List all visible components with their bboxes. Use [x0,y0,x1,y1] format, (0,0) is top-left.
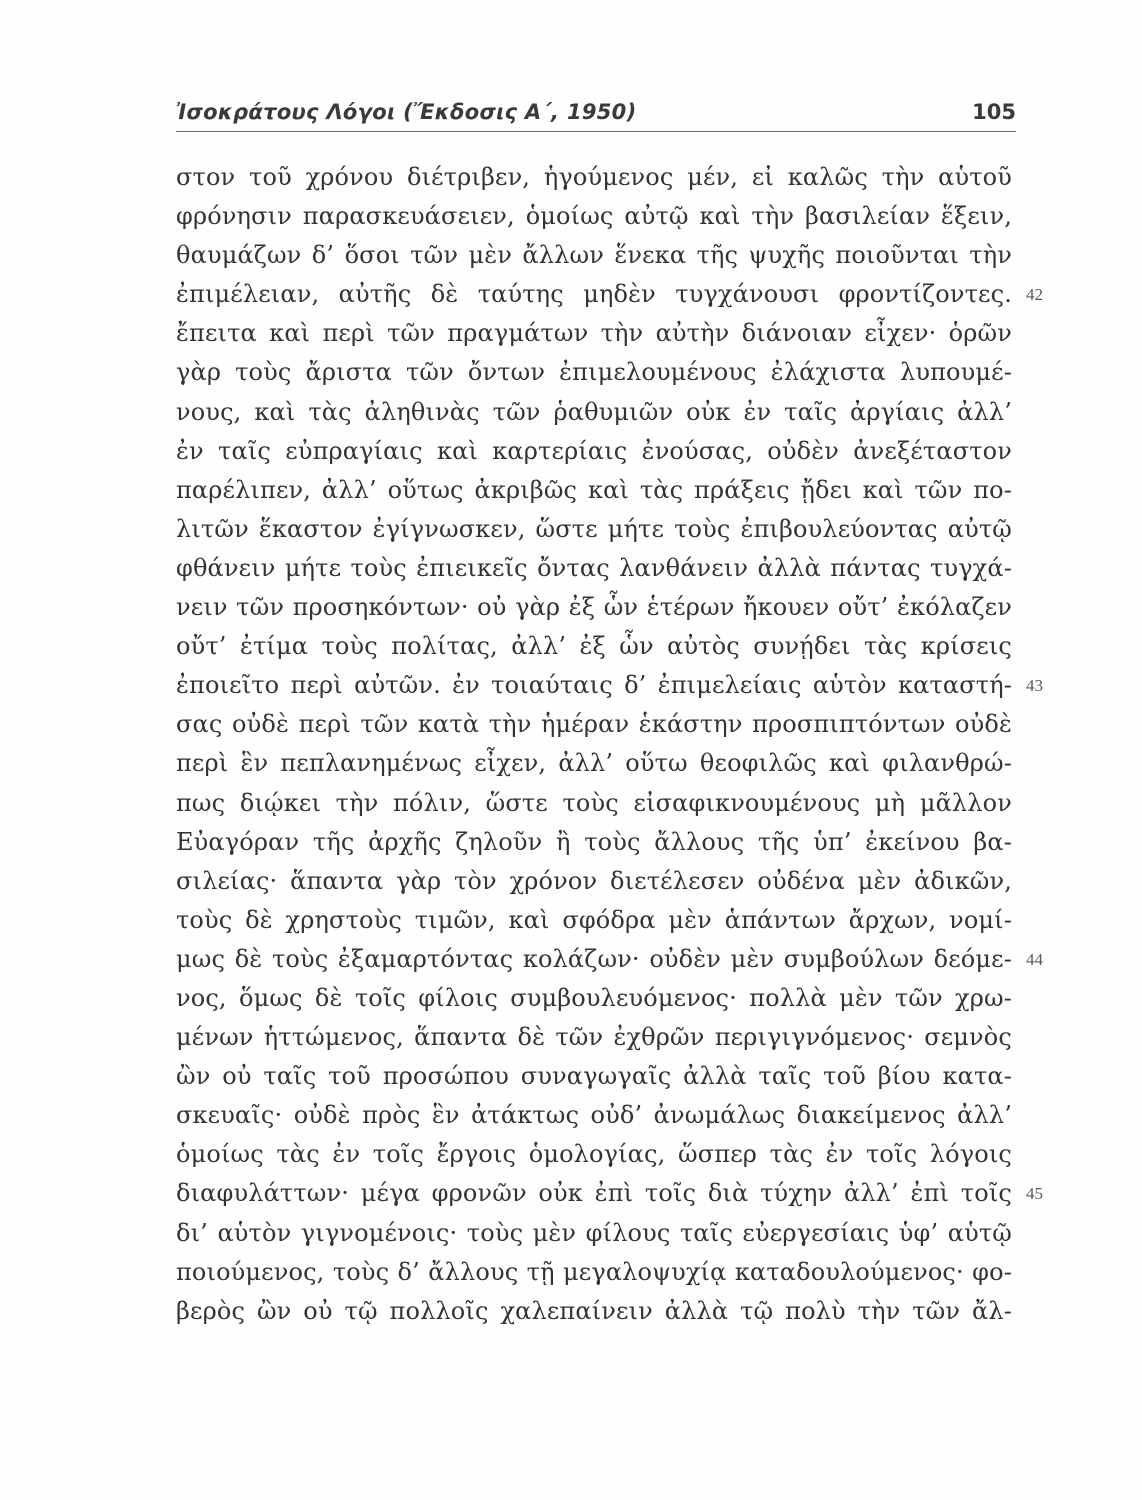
text-line [176,784,1016,823]
line-text: πως διῴκει τὴν πόλιν, ὥστε τοὺς εἰσαφικνουμένους μὴ μᾶλλον [176,788,1012,817]
line-text: παρέλιπεν, ἀλλ’ οὕτως ἀκριβῶς καὶ τὰς πράξεις ᾔδει καὶ τῶν πο- [176,475,1012,504]
line-text: θαυμάζων δ’ ὅσοι τῶν μὲν ἄλλων ἕνεκα τῆς ψυχῆς ποιοῦνται τὴν [176,241,1012,270]
text-line [176,549,1016,588]
line-text: νους, καὶ τὰς ἀληθινὰς τῶν ῥαθυμιῶν οὐκ ἐν ταῖς ἀργίαις ἀλλ’ [176,397,1012,426]
text-line [176,940,1043,979]
body-text [176,158,1043,1331]
text-line [176,471,1016,510]
text-line [176,275,1043,314]
line-text: στον τοῦ χρόνου διέτριβεν, ἡγούμενος μέν, εἰ καλῶς τὴν αὑτοῦ [176,163,1012,191]
text-line [176,666,1043,705]
line-text: δι’ αὑτὸν γιγνομένοις· τοὺς μὲν φίλους ταῖς εὐεργεσίαις ὑφ’ αὑτῷ [176,1218,1012,1247]
line-text: ποιούμενος, τοὺς δ’ ἄλλους τῇ μεγαλοψυχίᾳ καταδουλούμενος· φο- [176,1257,1012,1286]
text-line [176,1096,1016,1135]
text-line [176,823,1016,862]
line-text: ἔπειτα καὶ περὶ τῶν πραγμάτων τὴν αὐτὴν διάνοιαν εἶχεν· ὁρῶν [176,319,1012,348]
line-text: διαφυλάττων· μέγα φρονῶν οὐκ ἐπὶ τοῖς διὰ τύχην ἀλλ’ ἐπὶ τοῖς [176,1179,1012,1208]
line-text: τοὺς δὲ χρηστοὺς τιμῶν, καὶ σφόδρα μὲν ἁπάντων ἄρχων, νομί- [176,905,1012,934]
line-text: νειν τῶν προσηκόντων· οὐ γὰρ ἐξ ὧν ἑτέρων ἤκουεν οὔτ’ ἐκόλαζεν [176,593,1012,622]
line-text: φρόνησιν παρασκευάσειεν, ὁμοίως αὐτῷ καὶ τὴν βασιλείαν ἕξειν, [176,202,1012,231]
section-number: 42 [1026,285,1043,305]
line-text: μως δὲ τοὺς ἐξαμαρτόντας κολάζων· οὐδὲν μὲν συμβούλων δεόμε- [176,944,1012,973]
running-header [176,100,1016,130]
line-text: ἐν ταῖς εὐπραγίαις καὶ καρτερίαις ἐνούσας, οὐδὲν ἀνεξέταστον [176,436,1012,465]
line-text: φθάνειν μήτε τοὺς ἐπιεικεῖς ὄντας λανθάνειν ἀλλὰ πάντας τυγχά- [176,553,1012,582]
text-line [176,353,1016,392]
page-number: 105 [972,100,1016,124]
text-line [176,393,1016,432]
section-number: 44 [1026,949,1043,969]
text-line [176,1292,1016,1331]
text-line [176,314,1016,353]
text-line [176,1214,1016,1253]
section-number: 43 [1026,676,1043,696]
line-text: σας οὐδὲ περὶ τῶν κατὰ τὴν ἡμέραν ἑκάστην προσπιπτόντων οὐδὲ [176,710,1012,739]
line-text: σιλείας· ἅπαντα γὰρ τὸν χρόνον διετέλεσεν οὐδένα μὲν ἀδικῶν, [176,866,1012,895]
line-text: γὰρ τοὺς ἄριστα τῶν ὄντων ἐπιμελουμένους ἐλάχιστα λυπουμέ- [176,358,1012,387]
text-line [176,627,1016,666]
line-text: βερὸς ὢν οὐ τῷ πολλοῖς χαλεπαίνειν ἀλλὰ τῷ πολὺ τὴν τῶν ἄλ- [176,1296,1012,1325]
text-line [176,588,1016,627]
text-line [176,979,1016,1018]
text-line [176,744,1016,783]
line-text: οὔτ’ ἐτίμα τοὺς πολίτας, ἀλλ’ ἐξ ὧν αὐτὸς συνῄδει τὰς κρίσεις [176,632,1012,661]
text-line [176,158,1016,197]
text-line [176,236,1016,275]
text-line [176,510,1016,549]
text-line [176,197,1016,236]
line-text: μένων ἡττώμενος, ἅπαντα δὲ τῶν ἐχθρῶν περιγιγνόμενος· σεμνὸς [176,1023,1012,1052]
line-text: σκευαῖς· οὐδὲ πρὸς ἓν ἀτάκτως οὐδ’ ἀνωμάλως διακείμενος ἀλλ’ [176,1101,1012,1130]
text-line [176,432,1016,471]
text-line [176,1135,1016,1174]
line-text: Εὐαγόραν τῆς ἀρχῆς ζηλοῦν ἢ τοὺς ἄλλους τῆς ὑπ’ ἐκείνου βα- [176,827,1012,856]
line-text: λιτῶν ἕκαστον ἐγίγνωσκεν, ὥστε μήτε τοὺς ἐπιβουλεύοντας αὐτῷ [176,514,1012,543]
text-line [176,862,1016,901]
text-line [176,1018,1016,1057]
text-line [176,901,1016,940]
header-rule [176,131,1016,132]
running-title: Ἰσοκράτους Λόγοι (Ἔκδοσις Α΄, 1950) [176,100,637,124]
text-line [176,1253,1016,1292]
line-text: ἐποιεῖτο περὶ αὐτῶν. ἐν τοιαύταις δ’ ἐπιμελείαις αὑτὸν καταστή- [176,671,1012,700]
text-line [176,705,1016,744]
line-text: ὁμοίως τὰς ἐν τοῖς ἔργοις ὁμολογίας, ὥσπερ τὰς ἐν τοῖς λόγοις [176,1140,1012,1169]
text-line [176,1057,1016,1096]
line-text: ἐπιμέλειαν, αὐτῆς δὲ ταύτης μηδὲν τυγχάνουσι φροντίζοντες. [176,280,1012,309]
section-number: 45 [1026,1184,1043,1204]
line-text: περὶ ἓν πεπλανημένως εἶχεν, ἀλλ’ οὕτω θεοφιλῶς καὶ φιλανθρώ- [176,749,1012,778]
line-text: ὢν οὐ ταῖς τοῦ προσώπου συναγωγαῖς ἀλλὰ ταῖς τοῦ βίου κατα- [176,1062,1012,1091]
text-line [176,1174,1043,1213]
line-text: νος, ὅμως δὲ τοῖς φίλοις συμβουλευόμενος· πολλὰ μὲν τῶν χρω- [176,983,1012,1012]
